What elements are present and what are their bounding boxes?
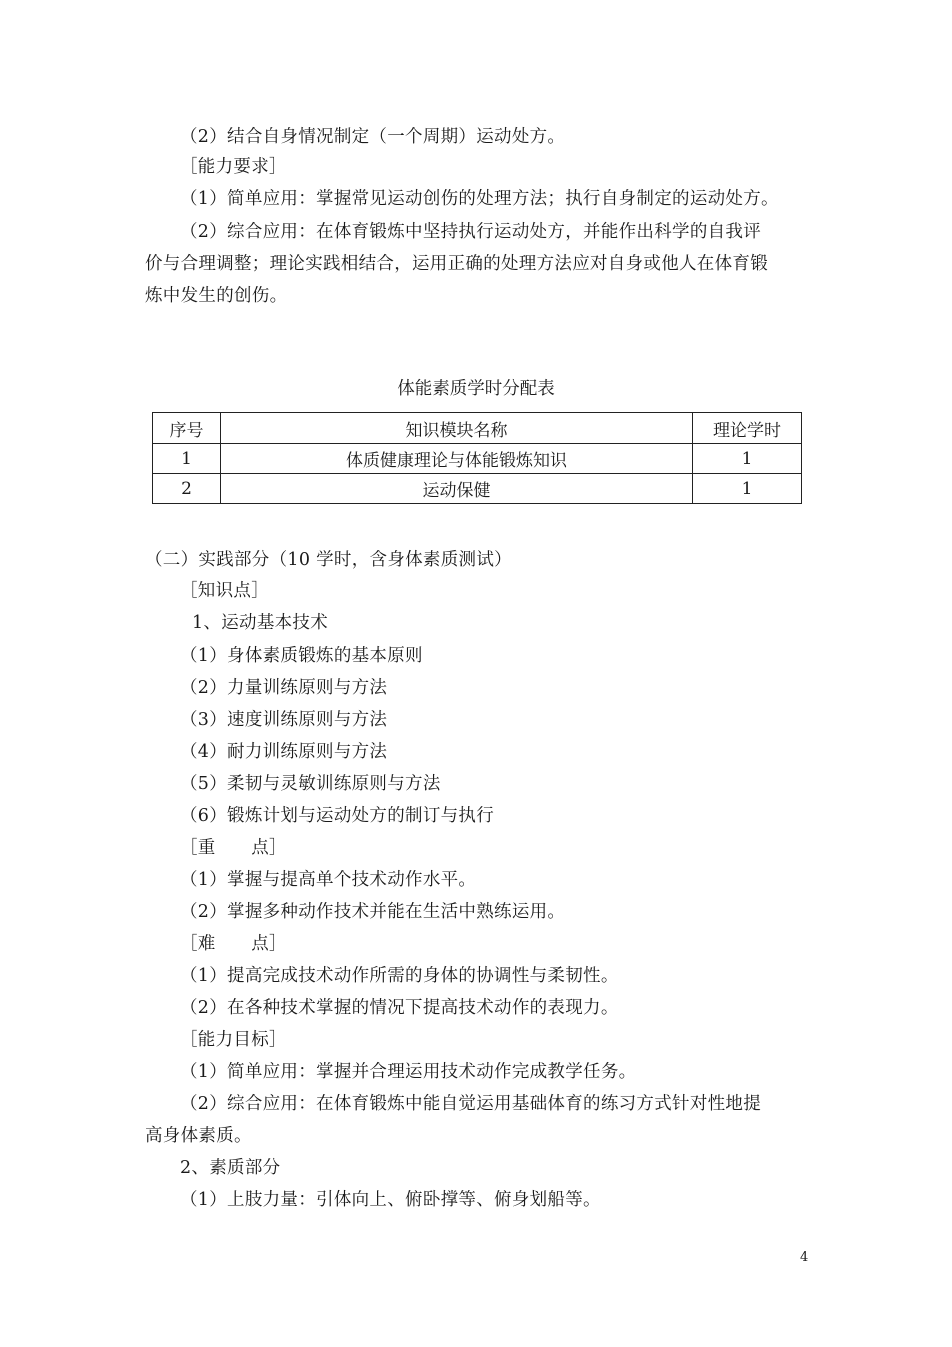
list-item: （3）速度训练原则与方法	[180, 710, 388, 730]
text-line: （2）结合自身情况制定（一个周期）运动处方。	[180, 127, 566, 147]
table-cell: 运动保健	[221, 474, 693, 504]
list-item: （1）身体素质锻炼的基本原则	[180, 646, 423, 666]
list-item: （5）柔韧与灵敏训练原则与方法	[180, 774, 441, 794]
table-cell: 1	[693, 474, 802, 504]
table-title: 体能素质学时分配表	[397, 379, 555, 399]
text-line: （2）综合应用：在体育锻炼中坚持执行运动处方，并能作出科学的自我评	[180, 222, 762, 242]
section-heading: ［能力目标］	[180, 1030, 287, 1050]
text-line: 价与合理调整；理论实践相结合，运用正确的处理方法应对自身或他人在体育锻	[145, 254, 768, 274]
list-item: （1）上肢力量：引体向上、俯卧撑等、俯身划船等。	[180, 1190, 601, 1210]
list-item: （1）提高完成技术动作所需的身体的协调性与柔韧性。	[180, 966, 619, 986]
table-header-row	[153, 413, 802, 444]
section-heading: （二）实践部分（10 学时，含身体素质测试）	[145, 550, 512, 570]
column-header-hours: 理论学时	[693, 413, 802, 444]
column-header-index: 序号	[153, 413, 221, 444]
list-item: （2）在各种技术掌握的情况下提高技术动作的表现力。	[180, 998, 619, 1018]
text-line: 高身体素质。	[145, 1126, 252, 1146]
table-cell: 1	[693, 444, 802, 474]
text-line: 炼中发生的创伤。	[145, 286, 288, 306]
section-heading: ［难 点］	[180, 934, 287, 954]
column-header-module: 知识模块名称	[221, 413, 693, 444]
page-number: 4	[800, 1250, 809, 1265]
table-row	[153, 474, 802, 504]
section-heading: ［重 点］	[180, 838, 287, 858]
list-item: （2）掌握多种动作技术并能在生活中熟练运用。	[180, 902, 566, 922]
hours-allocation-table	[152, 412, 802, 504]
table-row	[153, 444, 802, 474]
list-item: （4）耐力训练原则与方法	[180, 742, 388, 762]
table-cell: 体质健康理论与体能锻炼知识	[221, 444, 693, 474]
section-heading: ［知识点］	[180, 581, 269, 601]
list-item: （6）锻炼计划与运动处方的制订与执行	[180, 806, 495, 826]
section-heading: ［能力要求］	[180, 157, 287, 177]
text-line: 1、运动基本技术	[192, 613, 329, 633]
table-cell: 2	[153, 474, 221, 504]
list-item: （2）力量训练原则与方法	[180, 678, 388, 698]
list-item: （1）掌握与提高单个技术动作水平。	[180, 870, 477, 890]
text-line: 2、素质部分	[180, 1158, 281, 1178]
list-item: （2）综合应用：在体育锻炼中能自觉运用基础体育的练习方式针对性地提	[180, 1094, 762, 1114]
table-cell: 1	[153, 444, 221, 474]
list-item: （1）简单应用：掌握并合理运用技术动作完成教学任务。	[180, 1062, 637, 1082]
text-line: （1）简单应用：掌握常见运动创伤的处理方法；执行自身制定的运动处方。	[180, 189, 779, 209]
